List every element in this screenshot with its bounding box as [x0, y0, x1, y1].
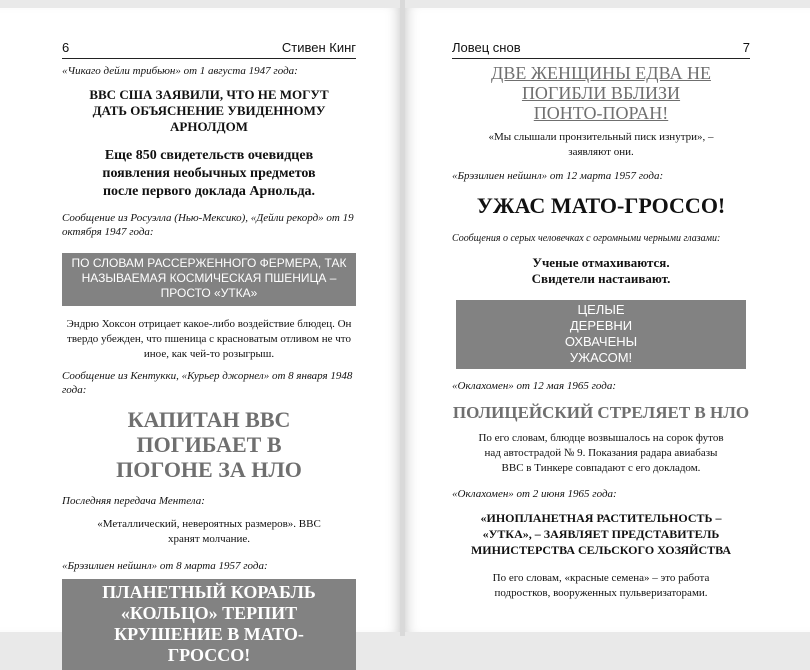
running-title: Стивен Кинг [281, 40, 356, 55]
source-line: Последняя передача Ментела: [62, 495, 205, 507]
source-line: «Чикаго дейли трибьюн» от 1 августа 1947 года: [62, 65, 298, 77]
headline: «ИНОПЛАНЕТНАЯ РАСТИТЕЛЬНОСТЬ – «УТКА», – ЗАЯВЛЯЕТ ПРЕДСТАВИТЕЛЬ МИНИСТЕРСТВА СЕЛЬСКОГО ХОЗЯЙСТВА [470, 511, 732, 557]
running-title: Ловец снов [452, 40, 521, 55]
source-line: Сообщение из Кентукки, «Курьер джорнел» от 8 января 1948 года: [62, 370, 353, 396]
headline-underlined: ДВЕ ЖЕНЩИНЫ ЕДВА НЕ ПОГИБЛИ ВБЛИЗИ ПОНТО-ПОРАН! [491, 63, 711, 123]
headline: ПОЛИЦЕЙСКИЙ СТРЕЛЯЕТ В НЛО [452, 403, 750, 422]
right-page [405, 8, 810, 632]
headline-large: УЖАС МАТО-ГРОССО! [476, 193, 726, 218]
source-line: Сообщения о серых человечках с огромными черными глазами: [452, 233, 721, 244]
headline-box: ЦЕЛЫЕ ДЕРЕВНИ ОХВАЧЕНЫ УЖАСОМ! [456, 300, 746, 369]
right-running-head [452, 38, 750, 59]
body-text: По его словам, блюдце возвышалось на сорок футов над автострадой № 9. Показания радара авиабазы ВВС в Тинкере совпадают с его докладом. [478, 432, 724, 474]
right-column [452, 63, 750, 601]
headline: ВВС США ЗАЯВИЛИ, ЧТО НЕ МОГУТ ДАТЬ ОБЪЯСНЕНИЕ УВИДЕННОМУ АРНОЛДОМ [89, 87, 329, 134]
source-line: «Брэзилиен нейшнл» от 8 марта 1957 года: [62, 560, 268, 572]
source-line: Сообщение из Росуэлла (Нью-Мексико), «Дейли рекорд» от 19 октября 1947 года: [62, 212, 354, 238]
body-text: По его словам, «красные семена» – это работа подростков, вооруженных пульверизаторами. [492, 572, 710, 599]
page-number: 6 [62, 40, 70, 55]
body-text: «Мы слышали пронзительный писк изнутри», – заявляют они. [488, 131, 714, 158]
subheadline: Ученые отмахиваются. Свидетели настаивают. [531, 255, 671, 286]
left-page [0, 8, 400, 665]
page-number: 7 [742, 40, 750, 55]
source-line: «Брэзилиен нейшнл» от 12 марта 1957 года: [452, 170, 664, 182]
headline-box: ПЛАНЕТНЫЙ КОРАБЛЬ «КОЛЬЦО» ТЕРПИТ КРУШЕНИЕ В МАТО-ГРОССО! [62, 579, 356, 670]
body-text: «Металлический, невероятных размеров». ВВС хранят молчание. [97, 518, 321, 545]
left-column [62, 63, 356, 670]
headline-large: КАПИТАН ВВС ПОГИБАЕТ В ПОГОНЕ ЗА НЛО [116, 407, 302, 482]
left-running-head [62, 38, 356, 59]
source-line: «Оклахомен» от 2 июня 1965 года: [452, 488, 617, 500]
source-line: «Оклахомен» от 12 мая 1965 года: [452, 380, 616, 392]
subheadline: Еще 850 свидетельств очевидцев появления необычных предметов после первого доклада Арнольда. [102, 148, 316, 199]
headline-box: ПО СЛОВАМ РАССЕРЖЕННОГО ФЕРМЕРА, ТАК НАЗЫВАЕМАЯ КОСМИЧЕСКАЯ ПШЕНИЦА – ПРОСТО «УТКА» [62, 253, 356, 306]
body-text: Эндрю Хоксон отрицает какое-либо воздействие блюдец. Он твердо убежден, что пшеница с красноватым отливом не что иное, как чей-то розыгрыш. [66, 318, 352, 360]
